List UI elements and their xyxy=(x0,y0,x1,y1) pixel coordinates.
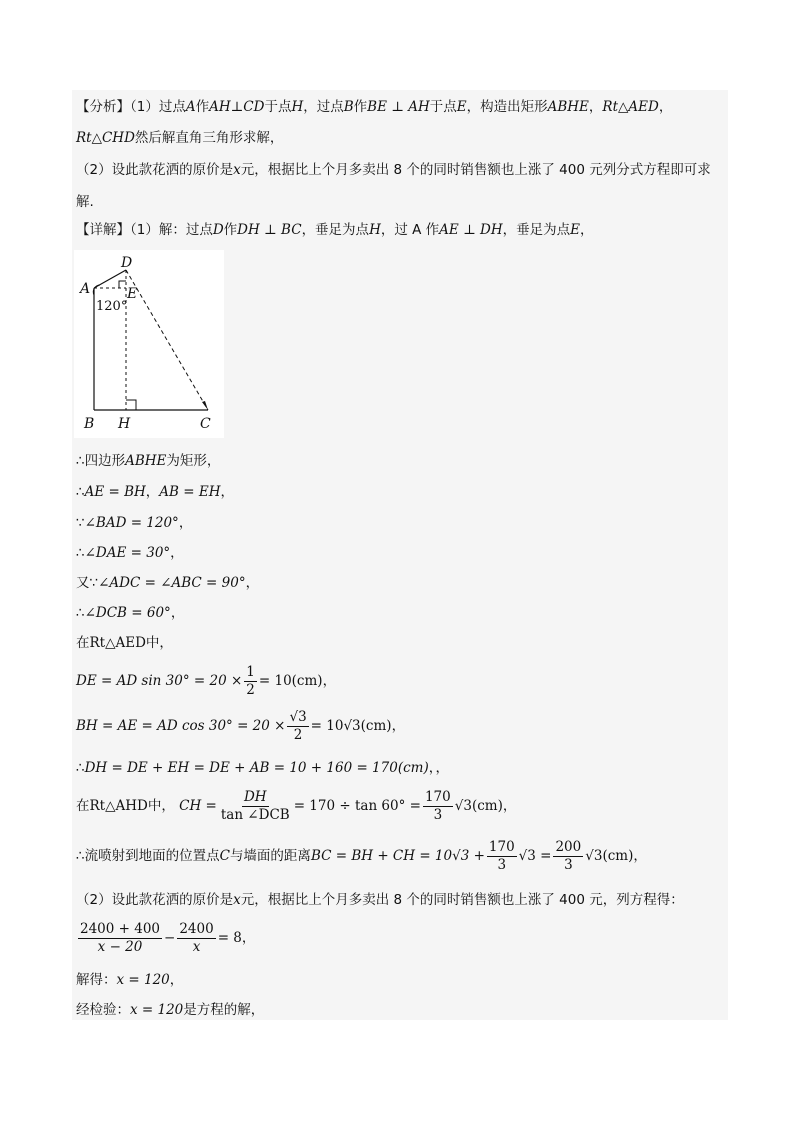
math: √3(cm) xyxy=(585,848,634,864)
fraction xyxy=(423,789,453,824)
math: BH = AE = AD cos 30° = 20 × xyxy=(76,718,286,734)
text: ， xyxy=(170,545,184,561)
text: ， xyxy=(391,718,406,734)
text: ， xyxy=(220,484,234,500)
text: ，垂足为点 xyxy=(301,222,370,238)
text: 于点 xyxy=(429,99,457,115)
math: AE = BH xyxy=(84,484,146,500)
text: ∵ xyxy=(76,515,85,531)
math: AE ⊥ DH xyxy=(439,222,503,238)
text: 经检验： xyxy=(76,1002,130,1018)
fraction xyxy=(487,839,517,874)
math: = 8 xyxy=(217,930,242,946)
text: ， xyxy=(145,484,160,500)
text: 在 xyxy=(76,635,90,651)
text: ∴ xyxy=(76,484,85,500)
step-2 xyxy=(76,482,234,502)
analysis-line-3 xyxy=(76,160,711,180)
text: ， xyxy=(169,972,184,988)
text: ，过 A 作 xyxy=(380,222,440,238)
text: ， xyxy=(322,673,337,689)
fraction xyxy=(287,709,308,744)
text: ，， xyxy=(428,760,449,776)
text: 中， xyxy=(145,635,173,651)
text: 于点 xyxy=(264,99,292,115)
text: 是方程的解， xyxy=(183,1002,265,1018)
numerator: 200 xyxy=(555,838,582,855)
arrow-head xyxy=(202,401,208,410)
segment-dc xyxy=(126,270,208,410)
denominator: 3 xyxy=(433,806,443,823)
fraction xyxy=(219,789,292,824)
fractional-equation xyxy=(76,918,255,958)
numerator: 170 xyxy=(424,788,451,805)
math: D xyxy=(212,222,224,238)
fraction xyxy=(553,839,583,874)
text: ， xyxy=(245,575,260,591)
text: （2）设此款花洒的原价是 xyxy=(76,892,234,908)
math: ∠BAD = 120° xyxy=(84,515,179,531)
text: 为矩形， xyxy=(166,453,221,469)
geometry-diagram xyxy=(74,250,224,438)
fraction xyxy=(78,921,162,956)
label-a: A xyxy=(80,281,91,297)
label-c: C xyxy=(200,416,211,432)
math: H xyxy=(291,99,304,115)
bh-equation xyxy=(76,708,405,744)
text: ， xyxy=(241,930,256,946)
label-d: D xyxy=(121,255,133,271)
analysis-line-4 xyxy=(76,192,94,212)
math: Rt△AED xyxy=(89,635,146,651)
denominator: tan ∠DCB xyxy=(220,806,290,823)
text: ，垂足为点 xyxy=(502,222,571,238)
math: DH ⊥ BC xyxy=(237,222,302,238)
detail-line-1 xyxy=(76,220,594,240)
math: √3(cm) xyxy=(454,798,503,814)
math: CH = xyxy=(179,798,217,814)
text: ∴ xyxy=(76,760,85,776)
numerator: 1 xyxy=(246,663,255,680)
text: ， xyxy=(658,99,673,115)
math: E xyxy=(570,222,581,238)
numerator: 2400 + 400 xyxy=(80,920,161,937)
text: 解. xyxy=(76,194,94,210)
text: 与墙面的距离 xyxy=(229,848,311,864)
math: ∠DAE = 30° xyxy=(84,545,171,561)
text: 作 xyxy=(353,99,368,115)
analysis-line-2 xyxy=(76,128,283,148)
text: ∴ xyxy=(76,545,85,561)
math: ABHE xyxy=(547,99,589,115)
step-3 xyxy=(76,513,192,533)
text: （1）过点 xyxy=(130,99,186,115)
denominator: 2 xyxy=(293,726,303,743)
dh-equation xyxy=(76,758,449,778)
ch-equation xyxy=(76,788,516,824)
math: DH = DE + EH = DE + AB = 10 + 160 = 170(cm) xyxy=(84,760,429,776)
math: ABHE xyxy=(125,453,167,469)
math: x xyxy=(233,162,241,178)
math: AH⊥CD xyxy=(209,99,265,115)
right-angle-h xyxy=(126,400,136,410)
denominator: x xyxy=(192,938,201,955)
analysis-line-1 xyxy=(76,97,672,117)
step-1 xyxy=(76,451,220,471)
math: (cm) xyxy=(360,718,392,734)
label-e: E xyxy=(127,286,138,302)
math: = 10 xyxy=(310,718,344,734)
text: 作 xyxy=(223,222,238,238)
text: 然后解直角三角形求解， xyxy=(134,130,284,146)
step-4 xyxy=(76,543,184,563)
math: x = 120 xyxy=(130,1002,184,1018)
de-equation xyxy=(76,663,336,699)
text: ，构造出矩形 xyxy=(466,99,548,115)
bc-equation xyxy=(76,838,647,874)
math: √3 xyxy=(343,718,361,734)
text: ， xyxy=(178,515,193,531)
math: − xyxy=(164,930,176,946)
denominator: x − 20 xyxy=(97,938,143,955)
math: B xyxy=(343,99,354,115)
text: ∴四边形 xyxy=(76,453,126,469)
text: ，过点 xyxy=(303,99,344,115)
text: 作 xyxy=(195,99,210,115)
check-line xyxy=(76,1000,264,1020)
numerator: 170 xyxy=(488,838,515,855)
fraction xyxy=(244,664,257,699)
numerator: √3 xyxy=(289,708,307,725)
step-7 xyxy=(76,633,173,653)
text: ， xyxy=(588,99,603,115)
math: ∠ADC = ∠ABC = 90° xyxy=(98,575,246,591)
text: ， xyxy=(633,848,647,864)
fraction xyxy=(177,921,215,956)
text: ， xyxy=(170,605,185,621)
text: ， xyxy=(502,798,517,814)
text: ， xyxy=(580,222,594,238)
label-h: H xyxy=(118,416,131,432)
math: A xyxy=(185,99,196,115)
math: Rt△AHD xyxy=(89,798,148,814)
math: ∠DCB = 60° xyxy=(84,605,171,621)
text: （2）设此款花洒的原价是 xyxy=(76,162,234,178)
math: Rt△CHD xyxy=(76,130,135,146)
text: 中， xyxy=(147,798,175,814)
label-angle: 120° xyxy=(96,299,128,314)
math: BC = BH + CH = 10√3 + xyxy=(310,848,485,864)
step-5 xyxy=(76,573,259,593)
math: DE = AD sin 30° = 20 × xyxy=(76,673,243,689)
math: Rt△AED xyxy=(602,99,659,115)
math: H xyxy=(369,222,381,238)
denominator: 2 xyxy=(246,681,255,698)
denominator: 3 xyxy=(497,856,507,873)
math: = 10(cm) xyxy=(258,673,323,689)
math: AB = EH xyxy=(159,484,221,500)
math: √3 = xyxy=(518,848,552,864)
label-b: B xyxy=(84,416,95,432)
text: 元，根据比上个月多卖出 8 个的同时销售额也上涨了 400 元列分式方程即可求 xyxy=(240,162,711,178)
text: ∴ xyxy=(76,605,85,621)
math: = 170 ÷ tan 60° = xyxy=(293,798,421,814)
text: 元，根据比上个月多卖出 8 个的同时销售额也上涨了 400 元，列方程得： xyxy=(240,892,684,908)
math: C xyxy=(219,848,230,864)
text: （1）解：过点 xyxy=(130,222,213,238)
denominator: 3 xyxy=(564,856,573,873)
text: 解得： xyxy=(76,972,117,988)
geometry-figure xyxy=(74,250,224,438)
text: ∴流喷射到地面的位置点 xyxy=(76,848,220,864)
math: E xyxy=(456,99,467,115)
text: 在 xyxy=(76,798,90,814)
detail-label: 【详解】 xyxy=(76,222,130,238)
right-angle-e xyxy=(119,281,126,288)
text: 又∵ xyxy=(76,575,99,591)
numerator: DH xyxy=(243,788,267,805)
math: x = 120 xyxy=(116,972,170,988)
q2-setup xyxy=(76,890,684,910)
step-6 xyxy=(76,603,184,623)
analysis-label: 【分析】 xyxy=(76,99,130,115)
numerator: 2400 xyxy=(179,920,214,937)
math: x xyxy=(233,892,241,908)
solution-line xyxy=(76,970,183,990)
math: BE ⊥ AH xyxy=(367,99,430,115)
